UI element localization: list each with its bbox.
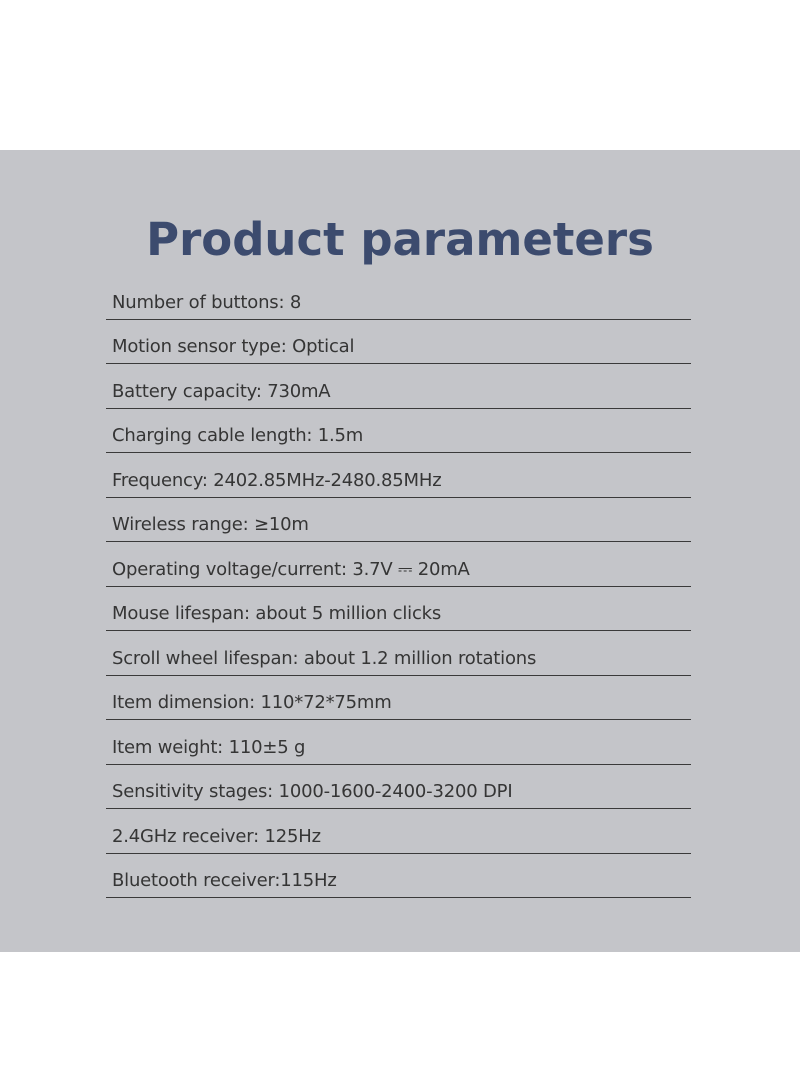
list-item <box>106 453 691 498</box>
list-item <box>106 275 691 320</box>
list-item <box>106 542 691 587</box>
list-item <box>106 854 691 899</box>
param-bluetooth-receiver: Bluetooth receiver:115Hz <box>112 870 337 891</box>
list-item <box>106 364 691 409</box>
param-weight: Item weight: 110±5 g <box>112 736 306 758</box>
list-item <box>106 498 691 543</box>
param-buttons: Number of buttons: 8 <box>112 291 302 313</box>
page-title: Product parameters <box>146 213 654 266</box>
param-frequency: Frequency: 2402.85MHz-2480.85MHz <box>112 469 442 491</box>
parameter-list <box>106 275 691 898</box>
param-mouse-lifespan: Mouse lifespan: about 5 million clicks <box>112 603 442 624</box>
list-item <box>106 809 691 854</box>
param-dimension: Item dimension: 110*72*75mm <box>112 692 392 713</box>
param-dpi-stages: Sensitivity stages: 1000-1600-2400-3200 DPI <box>112 781 513 802</box>
list-item <box>106 765 691 810</box>
list-item <box>106 409 691 454</box>
param-battery: Battery capacity: 730mA <box>112 380 331 402</box>
param-24ghz-receiver: 2.4GHz receiver: 125Hz <box>112 825 321 847</box>
list-item <box>106 676 691 721</box>
param-wireless-range: Wireless range: ≥10m <box>112 514 309 535</box>
list-item <box>106 720 691 765</box>
param-scroll-lifespan: Scroll wheel lifespan: about 1.2 million rotations <box>112 647 537 669</box>
list-item <box>106 587 691 632</box>
list-item <box>106 320 691 365</box>
param-sensor-type: Motion sensor type: Optical <box>112 336 355 357</box>
param-voltage-current: Operating voltage/current: 3.7V ⎓ 20mA <box>112 558 470 580</box>
list-item <box>106 631 691 676</box>
param-cable-length: Charging cable length: 1.5m <box>112 425 364 446</box>
